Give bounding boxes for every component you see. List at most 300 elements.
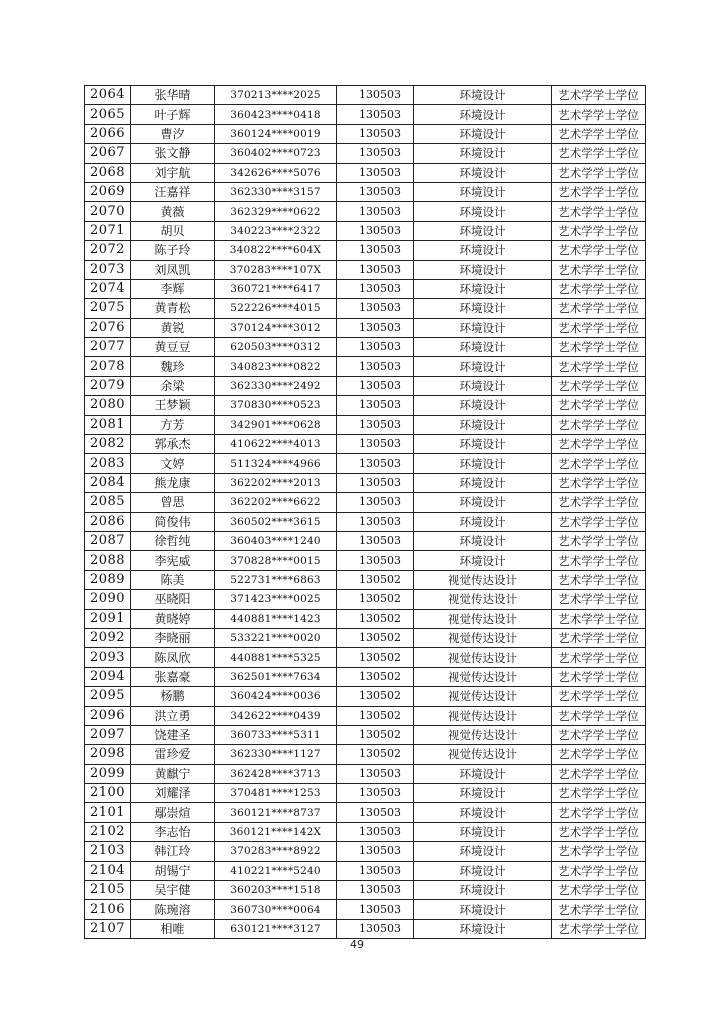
major-name-cell: 视觉传达设计 bbox=[414, 590, 552, 609]
major-name-cell: 环境设计 bbox=[414, 202, 552, 221]
table-row bbox=[85, 241, 646, 260]
serial-number-cell: 2104 bbox=[85, 861, 131, 880]
id-number-cell: 340223****2322 bbox=[215, 221, 337, 240]
id-number-cell: 360402****0723 bbox=[215, 144, 337, 163]
major-name-cell: 环境设计 bbox=[414, 861, 552, 880]
degree-cell: 艺术学学士学位 bbox=[552, 512, 646, 531]
student-name-cell: 吴宇健 bbox=[131, 881, 215, 900]
table-row bbox=[85, 725, 646, 744]
serial-number-cell: 2081 bbox=[85, 415, 131, 434]
major-code-cell: 130502 bbox=[337, 745, 414, 764]
table-row bbox=[85, 435, 646, 454]
major-code-cell: 130503 bbox=[337, 124, 414, 143]
student-name-cell: 胡锡宁 bbox=[131, 861, 215, 880]
degree-cell: 艺术学学士学位 bbox=[552, 260, 646, 279]
table-row bbox=[85, 667, 646, 686]
table-row bbox=[85, 764, 646, 783]
id-number-cell: 360121****142X bbox=[215, 822, 337, 841]
major-name-cell: 环境设计 bbox=[414, 454, 552, 473]
table-row bbox=[85, 163, 646, 182]
student-name-cell: 陈美 bbox=[131, 570, 215, 589]
student-name-cell: 鄢崇煊 bbox=[131, 803, 215, 822]
degree-cell: 艺术学学士学位 bbox=[552, 706, 646, 725]
table-row bbox=[85, 919, 646, 938]
student-name-cell: 方芳 bbox=[131, 415, 215, 434]
id-number-cell: 410221****5240 bbox=[215, 861, 337, 880]
major-name-cell: 视觉传达设计 bbox=[414, 725, 552, 744]
table-row bbox=[85, 590, 646, 609]
table-row bbox=[85, 105, 646, 124]
major-code-cell: 130503 bbox=[337, 900, 414, 919]
id-number-cell: 362202****6622 bbox=[215, 493, 337, 512]
id-number-cell: 362330****1127 bbox=[215, 745, 337, 764]
student-name-cell: 黄青松 bbox=[131, 299, 215, 318]
major-name-cell: 环境设计 bbox=[414, 299, 552, 318]
serial-number-cell: 2101 bbox=[85, 803, 131, 822]
degree-cell: 艺术学学士学位 bbox=[552, 725, 646, 744]
student-name-cell: 陈凤欣 bbox=[131, 648, 215, 667]
serial-number-cell: 2066 bbox=[85, 124, 131, 143]
major-code-cell: 130503 bbox=[337, 182, 414, 201]
table-row bbox=[85, 551, 646, 570]
serial-number-cell: 2096 bbox=[85, 706, 131, 725]
id-number-cell: 360121****8737 bbox=[215, 803, 337, 822]
major-code-cell: 130503 bbox=[337, 551, 414, 570]
major-code-cell: 130502 bbox=[337, 667, 414, 686]
table-row bbox=[85, 493, 646, 512]
degree-cell: 艺术学学士学位 bbox=[552, 144, 646, 163]
id-number-cell: 340823****0822 bbox=[215, 357, 337, 376]
major-code-cell: 130503 bbox=[337, 803, 414, 822]
table-row bbox=[85, 822, 646, 841]
serial-number-cell: 2077 bbox=[85, 338, 131, 357]
id-number-cell: 360730****0064 bbox=[215, 900, 337, 919]
table-row bbox=[85, 628, 646, 647]
serial-number-cell: 2091 bbox=[85, 609, 131, 628]
table-row bbox=[85, 609, 646, 628]
table-row bbox=[85, 745, 646, 764]
student-name-cell: 王梦颖 bbox=[131, 396, 215, 415]
serial-number-cell: 2071 bbox=[85, 221, 131, 240]
student-name-cell: 魏珍 bbox=[131, 357, 215, 376]
student-name-cell: 张华晴 bbox=[131, 86, 215, 105]
table-row bbox=[85, 202, 646, 221]
student-name-cell: 刘宇航 bbox=[131, 163, 215, 182]
table-row bbox=[85, 784, 646, 803]
table-row bbox=[85, 861, 646, 880]
student-name-cell: 刘耀泽 bbox=[131, 784, 215, 803]
table-row bbox=[85, 144, 646, 163]
degree-cell: 艺术学学士学位 bbox=[552, 105, 646, 124]
major-code-cell: 130503 bbox=[337, 144, 414, 163]
degree-cell: 艺术学学士学位 bbox=[552, 764, 646, 783]
major-name-cell: 视觉传达设计 bbox=[414, 570, 552, 589]
major-name-cell: 环境设计 bbox=[414, 279, 552, 298]
degree-cell: 艺术学学士学位 bbox=[552, 454, 646, 473]
major-name-cell: 视觉传达设计 bbox=[414, 745, 552, 764]
serial-number-cell: 2100 bbox=[85, 784, 131, 803]
degree-cell: 艺术学学士学位 bbox=[552, 182, 646, 201]
student-name-cell: 余梁 bbox=[131, 376, 215, 395]
student-name-cell: 黄薇 bbox=[131, 202, 215, 221]
serial-number-cell: 2088 bbox=[85, 551, 131, 570]
degree-cell: 艺术学学士学位 bbox=[552, 822, 646, 841]
major-code-cell: 130503 bbox=[337, 241, 414, 260]
serial-number-cell: 2083 bbox=[85, 454, 131, 473]
major-name-cell: 环境设计 bbox=[414, 376, 552, 395]
major-name-cell: 视觉传达设计 bbox=[414, 687, 552, 706]
student-name-cell: 李宪威 bbox=[131, 551, 215, 570]
major-name-cell: 视觉传达设计 bbox=[414, 648, 552, 667]
id-number-cell: 410622****4013 bbox=[215, 435, 337, 454]
id-number-cell: 360423****0418 bbox=[215, 105, 337, 124]
major-name-cell: 环境设计 bbox=[414, 221, 552, 240]
major-code-cell: 130503 bbox=[337, 86, 414, 105]
degree-cell: 艺术学学士学位 bbox=[552, 628, 646, 647]
serial-number-cell: 2089 bbox=[85, 570, 131, 589]
degree-cell: 艺术学学士学位 bbox=[552, 861, 646, 880]
id-number-cell: 440881****5325 bbox=[215, 648, 337, 667]
degree-cell: 艺术学学士学位 bbox=[552, 318, 646, 337]
serial-number-cell: 2080 bbox=[85, 396, 131, 415]
degree-cell: 艺术学学士学位 bbox=[552, 570, 646, 589]
student-name-cell: 李志怡 bbox=[131, 822, 215, 841]
student-name-cell: 刘凤凯 bbox=[131, 260, 215, 279]
id-number-cell: 371423****0025 bbox=[215, 590, 337, 609]
serial-number-cell: 2085 bbox=[85, 493, 131, 512]
id-number-cell: 360124****0019 bbox=[215, 124, 337, 143]
degree-cell: 艺术学学士学位 bbox=[552, 842, 646, 861]
major-name-cell: 环境设计 bbox=[414, 822, 552, 841]
table-row bbox=[85, 415, 646, 434]
major-name-cell: 环境设计 bbox=[414, 182, 552, 201]
id-number-cell: 370828****0015 bbox=[215, 551, 337, 570]
major-code-cell: 130503 bbox=[337, 493, 414, 512]
id-number-cell: 360424****0036 bbox=[215, 687, 337, 706]
degree-cell: 艺术学学士学位 bbox=[552, 124, 646, 143]
serial-number-cell: 2092 bbox=[85, 628, 131, 647]
degree-cell: 艺术学学士学位 bbox=[552, 745, 646, 764]
table-row bbox=[85, 221, 646, 240]
serial-number-cell: 2086 bbox=[85, 512, 131, 531]
major-code-cell: 130503 bbox=[337, 396, 414, 415]
major-name-cell: 视觉传达设计 bbox=[414, 667, 552, 686]
major-code-cell: 130503 bbox=[337, 163, 414, 182]
id-number-cell: 362330****3157 bbox=[215, 182, 337, 201]
degree-cell: 艺术学学士学位 bbox=[552, 279, 646, 298]
id-number-cell: 362202****2013 bbox=[215, 473, 337, 492]
id-number-cell: 370283****107X bbox=[215, 260, 337, 279]
serial-number-cell: 2078 bbox=[85, 357, 131, 376]
major-code-cell: 130503 bbox=[337, 454, 414, 473]
major-code-cell: 130503 bbox=[337, 415, 414, 434]
major-name-cell: 环境设计 bbox=[414, 86, 552, 105]
degree-roster-table bbox=[84, 85, 646, 939]
major-name-cell: 环境设计 bbox=[414, 881, 552, 900]
major-code-cell: 130503 bbox=[337, 784, 414, 803]
table-row bbox=[85, 531, 646, 550]
major-name-cell: 环境设计 bbox=[414, 338, 552, 357]
page-number: 49 bbox=[350, 938, 364, 951]
serial-number-cell: 2068 bbox=[85, 163, 131, 182]
major-code-cell: 130503 bbox=[337, 881, 414, 900]
table-row bbox=[85, 881, 646, 900]
degree-cell: 艺术学学士学位 bbox=[552, 473, 646, 492]
student-name-cell: 陈子玲 bbox=[131, 241, 215, 260]
student-name-cell: 雷珍爱 bbox=[131, 745, 215, 764]
major-code-cell: 130503 bbox=[337, 318, 414, 337]
student-name-cell: 李晓丽 bbox=[131, 628, 215, 647]
serial-number-cell: 2098 bbox=[85, 745, 131, 764]
student-name-cell: 李辉 bbox=[131, 279, 215, 298]
id-number-cell: 370213****2025 bbox=[215, 86, 337, 105]
degree-cell: 艺术学学士学位 bbox=[552, 396, 646, 415]
student-name-cell: 陈琬溶 bbox=[131, 900, 215, 919]
serial-number-cell: 2065 bbox=[85, 105, 131, 124]
student-name-cell: 文婷 bbox=[131, 454, 215, 473]
student-name-cell: 曾思 bbox=[131, 493, 215, 512]
table-row bbox=[85, 124, 646, 143]
major-name-cell: 环境设计 bbox=[414, 551, 552, 570]
id-number-cell: 342626****5076 bbox=[215, 163, 337, 182]
table-row bbox=[85, 338, 646, 357]
table-row bbox=[85, 86, 646, 105]
major-code-cell: 130503 bbox=[337, 202, 414, 221]
major-code-cell: 130503 bbox=[337, 861, 414, 880]
degree-cell: 艺术学学士学位 bbox=[552, 803, 646, 822]
id-number-cell: 440881****1423 bbox=[215, 609, 337, 628]
id-number-cell: 511324****4966 bbox=[215, 454, 337, 473]
id-number-cell: 362501****7634 bbox=[215, 667, 337, 686]
major-code-cell: 130503 bbox=[337, 822, 414, 841]
table-row bbox=[85, 454, 646, 473]
major-name-cell: 环境设计 bbox=[414, 260, 552, 279]
table-row bbox=[85, 512, 646, 531]
id-number-cell: 362330****2492 bbox=[215, 376, 337, 395]
serial-number-cell: 2097 bbox=[85, 725, 131, 744]
major-code-cell: 130502 bbox=[337, 725, 414, 744]
degree-cell: 艺术学学士学位 bbox=[552, 241, 646, 260]
degree-cell: 艺术学学士学位 bbox=[552, 86, 646, 105]
major-code-cell: 130502 bbox=[337, 590, 414, 609]
id-number-cell: 360721****6417 bbox=[215, 279, 337, 298]
serial-number-cell: 2093 bbox=[85, 648, 131, 667]
serial-number-cell: 2107 bbox=[85, 919, 131, 938]
major-code-cell: 130503 bbox=[337, 105, 414, 124]
student-name-cell: 郭承杰 bbox=[131, 435, 215, 454]
degree-cell: 艺术学学士学位 bbox=[552, 299, 646, 318]
serial-number-cell: 2079 bbox=[85, 376, 131, 395]
major-code-cell: 130503 bbox=[337, 919, 414, 938]
serial-number-cell: 2105 bbox=[85, 881, 131, 900]
serial-number-cell: 2064 bbox=[85, 86, 131, 105]
student-name-cell: 韩江玲 bbox=[131, 842, 215, 861]
table-row bbox=[85, 357, 646, 376]
id-number-cell: 522731****6863 bbox=[215, 570, 337, 589]
major-name-cell: 环境设计 bbox=[414, 144, 552, 163]
degree-cell: 艺术学学士学位 bbox=[552, 202, 646, 221]
major-name-cell: 视觉传达设计 bbox=[414, 609, 552, 628]
major-name-cell: 环境设计 bbox=[414, 435, 552, 454]
student-name-cell: 叶子辉 bbox=[131, 105, 215, 124]
major-name-cell: 环境设计 bbox=[414, 493, 552, 512]
serial-number-cell: 2095 bbox=[85, 687, 131, 706]
serial-number-cell: 2102 bbox=[85, 822, 131, 841]
major-code-cell: 130503 bbox=[337, 299, 414, 318]
student-name-cell: 洪立勇 bbox=[131, 706, 215, 725]
id-number-cell: 362329****0622 bbox=[215, 202, 337, 221]
degree-cell: 艺术学学士学位 bbox=[552, 221, 646, 240]
major-code-cell: 130502 bbox=[337, 706, 414, 725]
student-name-cell: 黄晓婷 bbox=[131, 609, 215, 628]
major-name-cell: 环境设计 bbox=[414, 784, 552, 803]
id-number-cell: 360203****1518 bbox=[215, 881, 337, 900]
serial-number-cell: 2084 bbox=[85, 473, 131, 492]
serial-number-cell: 2094 bbox=[85, 667, 131, 686]
serial-number-cell: 2067 bbox=[85, 144, 131, 163]
major-name-cell: 环境设计 bbox=[414, 803, 552, 822]
id-number-cell: 522226****4015 bbox=[215, 299, 337, 318]
major-name-cell: 环境设计 bbox=[414, 124, 552, 143]
serial-number-cell: 2090 bbox=[85, 590, 131, 609]
id-number-cell: 370481****1253 bbox=[215, 784, 337, 803]
student-name-cell: 黄锐 bbox=[131, 318, 215, 337]
major-code-cell: 130503 bbox=[337, 279, 414, 298]
degree-cell: 艺术学学士学位 bbox=[552, 881, 646, 900]
degree-cell: 艺术学学士学位 bbox=[552, 687, 646, 706]
degree-cell: 艺术学学士学位 bbox=[552, 415, 646, 434]
major-code-cell: 130502 bbox=[337, 687, 414, 706]
serial-number-cell: 2082 bbox=[85, 435, 131, 454]
table-row bbox=[85, 842, 646, 861]
table-row bbox=[85, 299, 646, 318]
id-number-cell: 620503****0312 bbox=[215, 338, 337, 357]
degree-cell: 艺术学学士学位 bbox=[552, 357, 646, 376]
major-name-cell: 环境设计 bbox=[414, 473, 552, 492]
major-name-cell: 环境设计 bbox=[414, 415, 552, 434]
id-number-cell: 533221****0020 bbox=[215, 628, 337, 647]
major-name-cell: 环境设计 bbox=[414, 396, 552, 415]
student-name-cell: 胡贝 bbox=[131, 221, 215, 240]
major-code-cell: 130503 bbox=[337, 435, 414, 454]
serial-number-cell: 2099 bbox=[85, 764, 131, 783]
major-name-cell: 环境设计 bbox=[414, 105, 552, 124]
serial-number-cell: 2087 bbox=[85, 531, 131, 550]
major-name-cell: 视觉传达设计 bbox=[414, 706, 552, 725]
student-name-cell: 汪嘉祥 bbox=[131, 182, 215, 201]
table-row bbox=[85, 687, 646, 706]
major-name-cell: 视觉传达设计 bbox=[414, 628, 552, 647]
table-row bbox=[85, 473, 646, 492]
serial-number-cell: 2070 bbox=[85, 202, 131, 221]
serial-number-cell: 2103 bbox=[85, 842, 131, 861]
major-name-cell: 环境设计 bbox=[414, 318, 552, 337]
major-name-cell: 环境设计 bbox=[414, 512, 552, 531]
major-code-cell: 130503 bbox=[337, 842, 414, 861]
table-row bbox=[85, 706, 646, 725]
id-number-cell: 342622****0439 bbox=[215, 706, 337, 725]
degree-cell: 艺术学学士学位 bbox=[552, 648, 646, 667]
serial-number-cell: 2069 bbox=[85, 182, 131, 201]
table-row bbox=[85, 900, 646, 919]
major-code-cell: 130502 bbox=[337, 628, 414, 647]
degree-cell: 艺术学学士学位 bbox=[552, 784, 646, 803]
serial-number-cell: 2072 bbox=[85, 241, 131, 260]
degree-cell: 艺术学学士学位 bbox=[552, 338, 646, 357]
student-name-cell: 张文静 bbox=[131, 144, 215, 163]
degree-cell: 艺术学学士学位 bbox=[552, 609, 646, 628]
degree-cell: 艺术学学士学位 bbox=[552, 531, 646, 550]
table-row bbox=[85, 648, 646, 667]
serial-number-cell: 2073 bbox=[85, 260, 131, 279]
student-name-cell: 黄豆豆 bbox=[131, 338, 215, 357]
major-code-cell: 130503 bbox=[337, 221, 414, 240]
table-row bbox=[85, 182, 646, 201]
degree-cell: 艺术学学士学位 bbox=[552, 551, 646, 570]
major-code-cell: 130502 bbox=[337, 609, 414, 628]
serial-number-cell: 2075 bbox=[85, 299, 131, 318]
major-name-cell: 环境设计 bbox=[414, 357, 552, 376]
degree-cell: 艺术学学士学位 bbox=[552, 435, 646, 454]
degree-cell: 艺术学学士学位 bbox=[552, 376, 646, 395]
major-code-cell: 130503 bbox=[337, 531, 414, 550]
student-name-cell: 简俊伟 bbox=[131, 512, 215, 531]
id-number-cell: 370830****0523 bbox=[215, 396, 337, 415]
major-name-cell: 环境设计 bbox=[414, 842, 552, 861]
student-name-cell: 熊龙康 bbox=[131, 473, 215, 492]
table-row bbox=[85, 396, 646, 415]
roster-body bbox=[85, 86, 646, 939]
table-row bbox=[85, 279, 646, 298]
serial-number-cell: 2076 bbox=[85, 318, 131, 337]
id-number-cell: 340822****604X bbox=[215, 241, 337, 260]
table-row bbox=[85, 260, 646, 279]
id-number-cell: 360733****5311 bbox=[215, 725, 337, 744]
table-row bbox=[85, 376, 646, 395]
serial-number-cell: 2106 bbox=[85, 900, 131, 919]
major-code-cell: 130503 bbox=[337, 260, 414, 279]
id-number-cell: 342901****0628 bbox=[215, 415, 337, 434]
table-row bbox=[85, 570, 646, 589]
student-name-cell: 巫晓阳 bbox=[131, 590, 215, 609]
student-name-cell: 饶建圣 bbox=[131, 725, 215, 744]
major-name-cell: 环境设计 bbox=[414, 163, 552, 182]
major-code-cell: 130502 bbox=[337, 648, 414, 667]
degree-cell: 艺术学学士学位 bbox=[552, 900, 646, 919]
id-number-cell: 360403****1240 bbox=[215, 531, 337, 550]
id-number-cell: 630121****3127 bbox=[215, 919, 337, 938]
major-name-cell: 环境设计 bbox=[414, 764, 552, 783]
student-name-cell: 杨鹏 bbox=[131, 687, 215, 706]
major-code-cell: 130502 bbox=[337, 570, 414, 589]
major-code-cell: 130503 bbox=[337, 376, 414, 395]
id-number-cell: 370124****3012 bbox=[215, 318, 337, 337]
major-code-cell: 130503 bbox=[337, 512, 414, 531]
id-number-cell: 370283****8922 bbox=[215, 842, 337, 861]
major-name-cell: 环境设计 bbox=[414, 900, 552, 919]
major-code-cell: 130503 bbox=[337, 764, 414, 783]
degree-cell: 艺术学学士学位 bbox=[552, 667, 646, 686]
major-code-cell: 130503 bbox=[337, 473, 414, 492]
serial-number-cell: 2074 bbox=[85, 279, 131, 298]
student-name-cell: 曹汐 bbox=[131, 124, 215, 143]
degree-cell: 艺术学学士学位 bbox=[552, 163, 646, 182]
major-code-cell: 130503 bbox=[337, 338, 414, 357]
student-name-cell: 黄麒宁 bbox=[131, 764, 215, 783]
major-code-cell: 130503 bbox=[337, 357, 414, 376]
table-row bbox=[85, 803, 646, 822]
id-number-cell: 360502****3615 bbox=[215, 512, 337, 531]
